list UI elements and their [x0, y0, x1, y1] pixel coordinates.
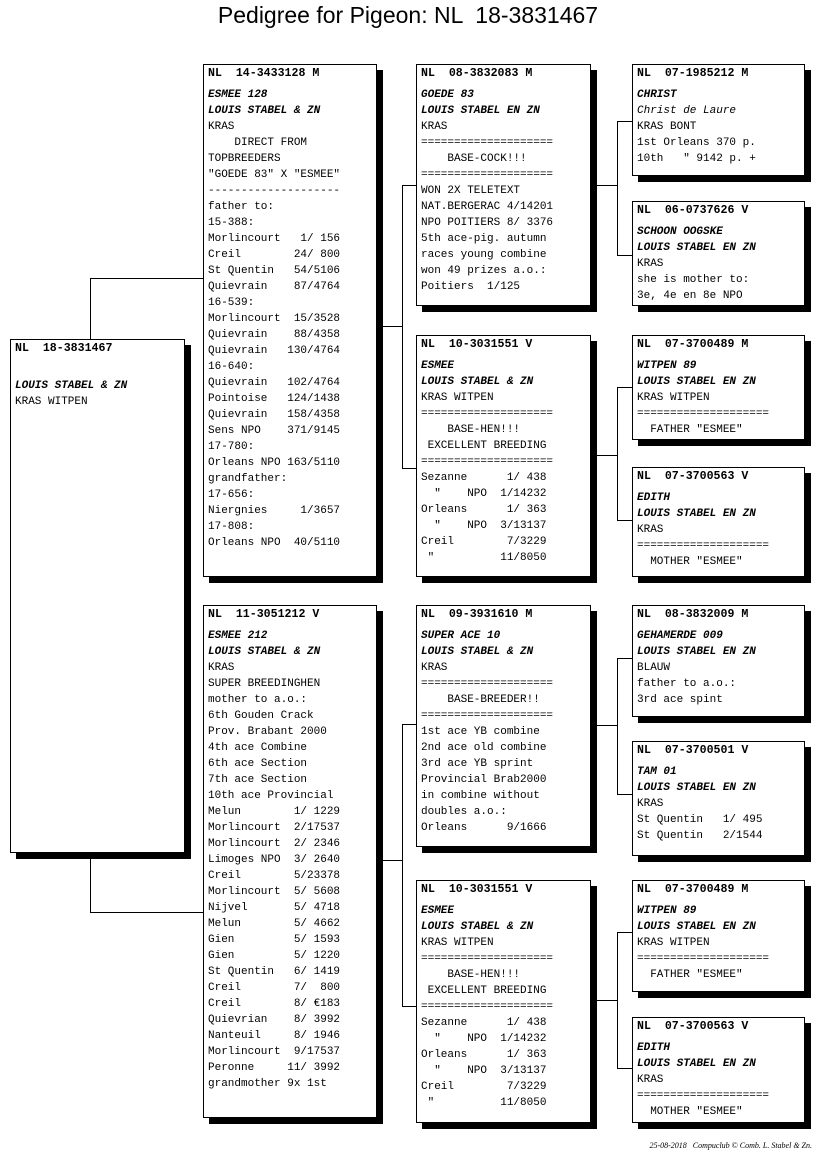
card-line: Quievrain 102/4764	[208, 377, 341, 389]
card-line: grandmother 9x 1st	[208, 1078, 327, 1090]
card-line: LOUIS STABEL EN ZN	[637, 782, 756, 794]
card-line: LOUIS STABEL & ZN	[421, 376, 534, 388]
card-line: 15-388:	[208, 217, 255, 229]
card-body	[633, 1040, 804, 1120]
card-line: WON 2X TELETEXT	[421, 185, 521, 197]
card-line: Sens NPO 371/9145	[208, 425, 341, 437]
card-body	[11, 362, 184, 410]
card-line: 3e, 4e en 8e NPO	[637, 290, 743, 302]
page-title: Pedigree for Pigeon: NL 18-3831467	[217, 2, 599, 28]
card-body	[417, 358, 590, 566]
card-line: ====================	[637, 953, 770, 965]
card-line: Creil 7/3229	[421, 1081, 547, 1093]
card-line: St Quentin 1/ 495	[637, 814, 763, 826]
ring-number: NL 14-3433128 M	[208, 67, 320, 80]
card-line: Peronne 11/ 3992	[208, 1062, 341, 1074]
pigeon-name: GOEDE 83	[421, 89, 474, 101]
card-line: "GOEDE 83" X "ESMEE"	[208, 169, 341, 181]
card-line: 4th ace Combine	[208, 742, 308, 754]
card-line: LOUIS STABEL EN ZN	[421, 105, 540, 117]
connector-subject-to-dam	[90, 912, 204, 913]
card-line: LOUIS STABEL EN ZN	[637, 376, 756, 388]
card-line: 7th ace Section	[208, 774, 308, 786]
connector-to-dd	[402, 1006, 417, 1007]
card-dam	[203, 605, 377, 1118]
card-line: ====================	[421, 408, 554, 420]
card-line: Gien 5/ 1220	[208, 950, 341, 962]
connector-sire-vertical	[402, 185, 403, 469]
footer-credit: 25-08-2018 Compuclub © Comb. L. Stabel & Zn.	[649, 1141, 812, 1150]
card-line: ====================	[421, 137, 554, 149]
pigeon-name: CHRIST	[637, 89, 677, 101]
card-line: KRAS WITPEN	[637, 937, 710, 949]
pigeon-name: WITPEN 89	[637, 905, 697, 917]
card-line: Niergnies 1/3657	[208, 505, 341, 517]
connector-sire-horizontal	[376, 326, 403, 327]
card-dam-dam-dam	[632, 1017, 805, 1123]
card-line: Melun 1/ 1229	[208, 806, 341, 818]
card-line: Provincial Brab2000	[421, 774, 547, 786]
ring-number: NL 11-3051212 V	[208, 608, 320, 621]
ring-number: NL 10-3031551 V	[421, 338, 533, 351]
card-dam-dam-sire	[632, 880, 805, 992]
card-sire	[203, 64, 377, 577]
connector-to-ds	[402, 724, 417, 725]
card-line: Quievrain 130/4764	[208, 345, 341, 357]
connector-to-sdd	[617, 520, 633, 521]
card-line: KRAS	[637, 258, 664, 270]
card-dam-sire	[416, 605, 591, 847]
card-line: ====================	[421, 710, 554, 722]
card-line: LOUIS STABEL & ZN	[421, 921, 534, 933]
card-body	[204, 87, 376, 551]
card-line: Morlincourt 15/3528	[208, 313, 341, 325]
card-line: Creil 7/3229	[421, 536, 547, 548]
card-line: Limoges NPO 3/ 2640	[208, 854, 341, 866]
card-line: ====================	[637, 540, 770, 552]
card-line: EXCELLENT BREEDING	[421, 985, 547, 997]
card-line: 3rd ace spint	[637, 694, 723, 706]
card-line: father to a.o.:	[637, 678, 737, 690]
card-line: grandfather:	[208, 473, 288, 485]
card-line: KRAS	[208, 121, 235, 133]
card-line: Christ de Laure	[637, 105, 737, 117]
card-body	[633, 490, 804, 570]
card-line: LOUIS STABEL EN ZN	[637, 242, 756, 254]
card-line: LOUIS STABEL EN ZN	[637, 1058, 756, 1070]
card-line: ====================	[421, 169, 554, 181]
card-line: Poitiers 1/125	[421, 281, 521, 293]
pigeon-name: ESMEE	[421, 360, 455, 372]
ring-number: NL 18-3831467	[15, 342, 113, 355]
card-line: " 11/8050	[421, 1097, 547, 1109]
card-line: father to:	[208, 201, 275, 213]
card-line: BASE-HEN!!!	[421, 424, 521, 436]
card-line: LOUIS STABEL EN ZN	[637, 921, 756, 933]
pigeon-name: SCHOON OOGSKE	[637, 226, 723, 238]
card-line: Quievrian 8/ 3992	[208, 1014, 341, 1026]
card-line: St Quentin 6/ 1419	[208, 966, 341, 978]
card-line: NPO POITIERS 8/ 3376	[421, 217, 554, 229]
card-line: Orleans NPO 40/5110	[208, 537, 341, 549]
card-line: St Quentin 54/5106	[208, 265, 341, 277]
connector-to-dss	[617, 658, 633, 659]
card-line: NAT.BERGERAC 4/14201	[421, 201, 554, 213]
card-body	[417, 628, 590, 836]
connector-sd-horizontal	[590, 455, 618, 456]
card-line: DIRECT FROM	[208, 137, 308, 149]
card-line: 1st Orleans 370 p.	[637, 137, 756, 149]
connector-ds-horizontal	[590, 725, 618, 726]
card-line: SUPER BREEDINGHEN	[208, 678, 321, 690]
card-line: ====================	[421, 953, 554, 965]
card-line: KRAS WITPEN	[421, 937, 494, 949]
card-line: ====================	[637, 1090, 770, 1102]
connector-subject-to-sire	[90, 278, 204, 279]
card-line: Creil 7/ 800	[208, 982, 341, 994]
pigeon-name: TAM 01	[637, 766, 677, 778]
card-line: Orleans 1/ 363	[421, 504, 547, 516]
ring-number: NL 07-3700489 M	[637, 338, 749, 351]
card-line: LOUIS STABEL & ZN	[208, 105, 321, 117]
card-line: 3rd ace YB sprint	[421, 758, 534, 770]
card-line: Morlincourt 2/17537	[208, 822, 341, 834]
card-line: " 11/8050	[421, 552, 547, 564]
ring-number: NL 08-3832083 M	[421, 67, 533, 80]
card-line: Sezanne 1/ 438	[421, 1017, 547, 1029]
card-line: KRAS	[637, 798, 664, 810]
card-line: KRAS WITPEN	[421, 392, 494, 404]
connector-dam-horizontal	[376, 860, 403, 861]
card-line: Quievrain 87/4764	[208, 281, 341, 293]
pigeon-name: SUPER ACE 10	[421, 630, 501, 642]
connector-dam-vertical	[402, 724, 403, 1007]
card-line: FATHER "ESMEE"	[637, 969, 743, 981]
card-line: " NPO 1/14232	[421, 488, 547, 500]
pigeon-name: EDITH	[637, 492, 671, 504]
card-line: BASE-HEN!!!	[421, 969, 521, 981]
card-line: LOUIS STABEL EN ZN	[637, 508, 756, 520]
card-line: 10th " 9142 p. +	[637, 153, 756, 165]
card-line: 5th ace-pig. autumn	[421, 233, 547, 245]
card-line: Orleans NPO 163/5110	[208, 457, 341, 469]
card-line: LOUIS STABEL EN ZN	[637, 646, 756, 658]
ring-number: NL 07-3700563 V	[637, 1020, 749, 1033]
pigeon-name: ESMEE	[421, 905, 455, 917]
card-line: 10th ace Provincial	[208, 790, 334, 802]
pigeon-name: WITPEN 89	[637, 360, 697, 372]
card-line: doubles a.o.:	[421, 806, 507, 818]
ring-number: NL 07-3700501 V	[637, 744, 749, 757]
card-line: KRAS	[208, 662, 235, 674]
card-line: Orleans 1/ 363	[421, 1049, 547, 1061]
connector-to-sds	[617, 387, 633, 388]
card-line: Creil 5/23378	[208, 870, 341, 882]
card-line: Nijvel 5/ 4718	[208, 902, 341, 914]
card-line: she is mother to:	[637, 274, 750, 286]
card-line: KRAS	[637, 524, 664, 536]
card-line: 6th Gouden Crack	[208, 710, 314, 722]
pigeon-name: EDITH	[637, 1042, 671, 1054]
pigeon-name: ESMEE 128	[208, 89, 268, 101]
card-sire-sire-dam	[632, 201, 805, 306]
card-line: races young combine	[421, 249, 547, 261]
card-line: BASE-BREEDER!!	[421, 694, 540, 706]
card-line: Pointoise 124/1438	[208, 393, 341, 405]
connector-sd-vertical	[617, 387, 618, 521]
card-line: " NPO 3/13137	[421, 1065, 547, 1077]
card-line: ====================	[637, 408, 770, 420]
card-line: Gien 5/ 1593	[208, 934, 341, 946]
card-line: EXCELLENT BREEDING	[421, 440, 547, 452]
card-line: LOUIS STABEL & ZN	[208, 646, 321, 658]
card-body	[417, 87, 590, 295]
connector-to-sd	[402, 468, 417, 469]
card-dam-sire-dam	[632, 741, 805, 856]
ring-number: NL 10-3031551 V	[421, 883, 533, 896]
card-line: KRAS BONT	[637, 121, 697, 133]
card-line: Morlincourt 2/ 2346	[208, 838, 341, 850]
card-line: 1st ace YB combine	[421, 726, 540, 738]
card-sire-sire	[416, 64, 591, 306]
card-line: Creil 8/ €183	[208, 998, 341, 1010]
card-line: KRAS WITPEN	[15, 396, 88, 408]
ring-number: NL 07-3700489 M	[637, 883, 749, 896]
card-line: 6th ace Section	[208, 758, 308, 770]
card-body	[633, 764, 804, 844]
card-line: KRAS	[637, 1074, 664, 1086]
card-dam-dam	[416, 880, 591, 1123]
card-line: Morlincourt 5/ 5608	[208, 886, 341, 898]
card-sire-sire-sire	[632, 64, 805, 176]
card-line: LOUIS STABEL & ZN	[15, 380, 128, 392]
pigeon-name: ESMEE 212	[208, 630, 268, 642]
card-sire-dam-dam	[632, 467, 805, 577]
card-body	[204, 628, 376, 1092]
card-line: 17-808:	[208, 521, 255, 533]
card-sire-dam-sire	[632, 335, 805, 440]
card-body	[633, 224, 804, 304]
card-line: KRAS	[421, 662, 448, 674]
card-line: in combine without	[421, 790, 540, 802]
card-line: BLAUW	[637, 662, 671, 674]
card-line: 17-780:	[208, 441, 255, 453]
pigeon-name: GEHAMERDE 009	[637, 630, 723, 642]
card-sire-dam	[416, 335, 591, 577]
card-line: " NPO 1/14232	[421, 1033, 547, 1045]
card-line: " NPO 3/13137	[421, 520, 547, 532]
card-line: Sezanne 1/ 438	[421, 472, 547, 484]
ring-number: NL 07-1985212 M	[637, 67, 749, 80]
card-line: TOPBREEDERS	[208, 153, 281, 165]
card-line: Quievrain 158/4358	[208, 409, 341, 421]
card-line: LOUIS STABEL & ZN	[421, 646, 534, 658]
card-body	[633, 628, 804, 708]
card-line: Morlincourt 1/ 156	[208, 233, 341, 245]
connector-to-dds	[617, 932, 633, 933]
card-line: BASE-COCK!!!	[421, 153, 527, 165]
connector-ss-horizontal	[590, 185, 618, 186]
card-line: won 49 prizes a.o.:	[421, 265, 547, 277]
card-line: FATHER "ESMEE"	[637, 424, 743, 436]
card-line: 16-539:	[208, 297, 255, 309]
card-line: Quievrain 88/4358	[208, 329, 341, 341]
card-dam-sire-sire	[632, 605, 805, 717]
connector-to-dsd	[617, 794, 633, 795]
card-line: Orleans 9/1666	[421, 822, 547, 834]
connector-ss-vertical	[617, 121, 618, 256]
card-line: 16-640:	[208, 361, 255, 373]
card-line: KRAS WITPEN	[637, 392, 710, 404]
card-line: St Quentin 2/1544	[637, 830, 763, 842]
card-line: 2nd ace old combine	[421, 742, 547, 754]
card-body	[633, 87, 804, 167]
card-line: MOTHER "ESMEE"	[637, 556, 743, 568]
card-line: ====================	[421, 678, 554, 690]
card-subject	[10, 339, 185, 853]
ring-number: NL 09-3931610 M	[421, 608, 533, 621]
card-line: --------------------	[208, 185, 341, 197]
card-line: Prov. Brabant 2000	[208, 726, 327, 738]
card-line: Melun 5/ 4662	[208, 918, 341, 930]
connector-to-ddd	[617, 1068, 633, 1069]
card-line: MOTHER "ESMEE"	[637, 1106, 743, 1118]
card-line: 17-656:	[208, 489, 255, 501]
ring-number: NL 06-0737626 V	[637, 204, 749, 217]
connector-to-sss	[617, 121, 633, 122]
card-body	[633, 903, 804, 983]
pigeon-name	[15, 362, 184, 378]
ring-number: NL 08-3832009 M	[637, 608, 749, 621]
card-line: ====================	[421, 456, 554, 468]
card-line: Nanteuil 8/ 1946	[208, 1030, 341, 1042]
card-body	[417, 903, 590, 1111]
ring-number: NL 07-3700563 V	[637, 470, 749, 483]
card-line: mother to a.o.:	[208, 694, 308, 706]
connector-to-ssd	[617, 255, 633, 256]
card-line: Morlincourt 9/17537	[208, 1046, 341, 1058]
card-line: Creil 24/ 800	[208, 249, 341, 261]
card-line: ====================	[421, 1001, 554, 1013]
card-body	[633, 358, 804, 438]
connector-ds-vertical	[617, 658, 618, 795]
card-line: KRAS	[421, 121, 448, 133]
connector-dd-horizontal	[590, 1000, 618, 1001]
connector-to-ss	[402, 185, 417, 186]
